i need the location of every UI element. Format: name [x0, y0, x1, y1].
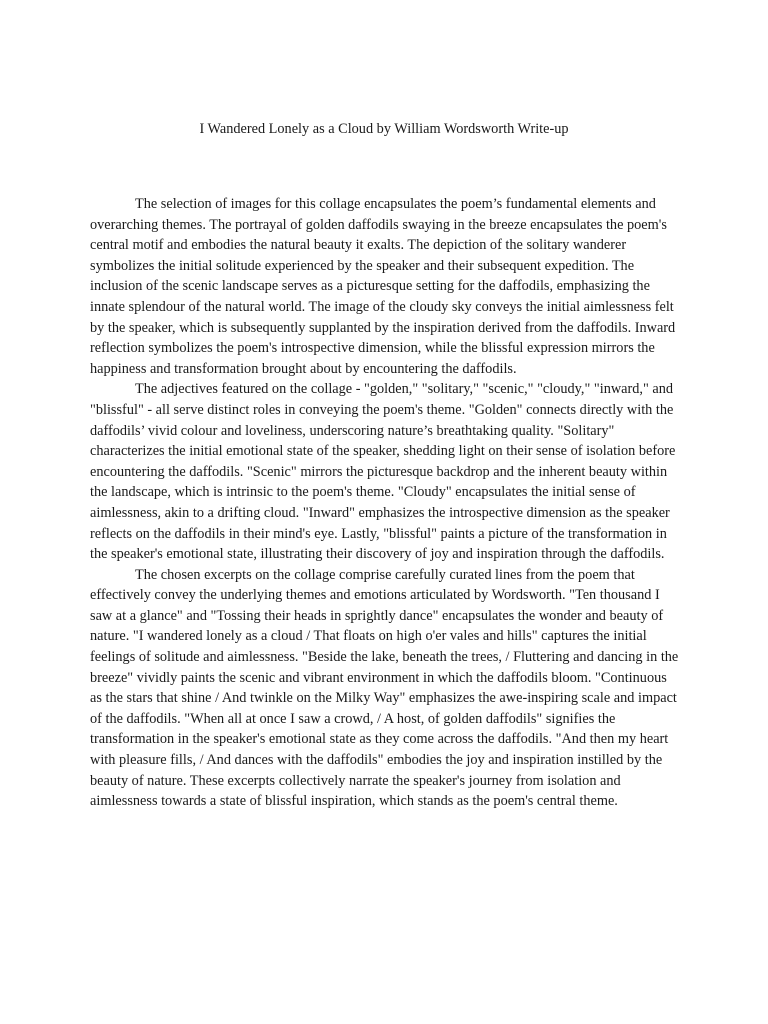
paragraph-excerpts: The chosen excerpts on the collage comprise carefully curated lines from the poem that effectively convey the underlying themes and emotions articulated by Wordsworth. "Ten thousand I saw at a glance" and "Tossing their heads in sprightly dance" encapsulates the wonder and beauty of nature. "I wandered lonely as a cloud / That floats on high o'er vales and hills" captures the initial feelings of solitude and aimlessness. "Beside the lake, beneath the trees, / Fluttering and dancing in the breeze" vividly paints the scenic and vibrant environment in which the daffodils bloom. "Continuous as the stars that shine / And twinkle on the Milky Way" emphasizes the awe-inspiring scale and impact of the daffodils. "When all at once I saw a crowd, / A host, of golden daffodils" signifies the transformation in the speaker's emotional state as they come across the daffodils. "And then my heart with pleasure fills, / And dances with the daffodils" embodies the joy and inspiration instilled by the beauty of nature. These excerpts collectively narrate the speaker's journey from isolation and aimlessness towards a state of blissful inspiration, which stands as the poem's central theme.	[90, 566, 679, 810]
document-body	[90, 194, 680, 812]
paragraph-adjectives: The adjectives featured on the collage - "golden," "solitary," "scenic," "cloudy," "inward," and "blissful" - all serve distinct roles in conveying the poem's theme. "Golden" connects directly with the daffodils’ vivid colour and loveliness, underscoring nature’s breathtaking quality. "Solitary" characterizes the initial emotional state of the speaker, shedding light on their sense of isolation before encountering the daffodils. "Scenic" mirrors the picturesque backdrop and the inherent beauty within the landscape, which is intrinsic to the poem's theme. "Cloudy" encapsulates the initial sense of aimlessness, akin to a drifting cloud. "Inward" emphasizes the introspective dimension as the speaker reflects on the daffodils in their mind's eye. Lastly, "blissful" paints a picture of the transformation in the speaker's emotional state, illustrating their discovery of joy and inspiration through the daffodils.	[90, 381, 676, 563]
document-title: I Wandered Lonely as a Cloud by William Wordsworth Write-up	[199, 121, 569, 137]
paragraph-images: The selection of images for this collage encapsulates the poem’s fundamental elements and overarching themes. The portrayal of golden daffodils swaying in the breeze encapsulates the poem's central motif and embodies the natural beauty it exalts. The depiction of the solitary wanderer symbolizes the initial solitude experienced by the speaker and their subsequent expedition. The inclusion of the scenic landscape serves as a picturesque setting for the daffodils, emphasizing the innate splendour of the natural world. The image of the cloudy sky conveys the initial aimlessness felt by the speaker, which is subsequently supplanted by the inspiration derived from the daffodils. Inward reflection symbolizes the poem's introspective dimension, while the blissful expression mirrors the happiness and transformation brought about by encountering the daffodils.	[90, 196, 676, 377]
